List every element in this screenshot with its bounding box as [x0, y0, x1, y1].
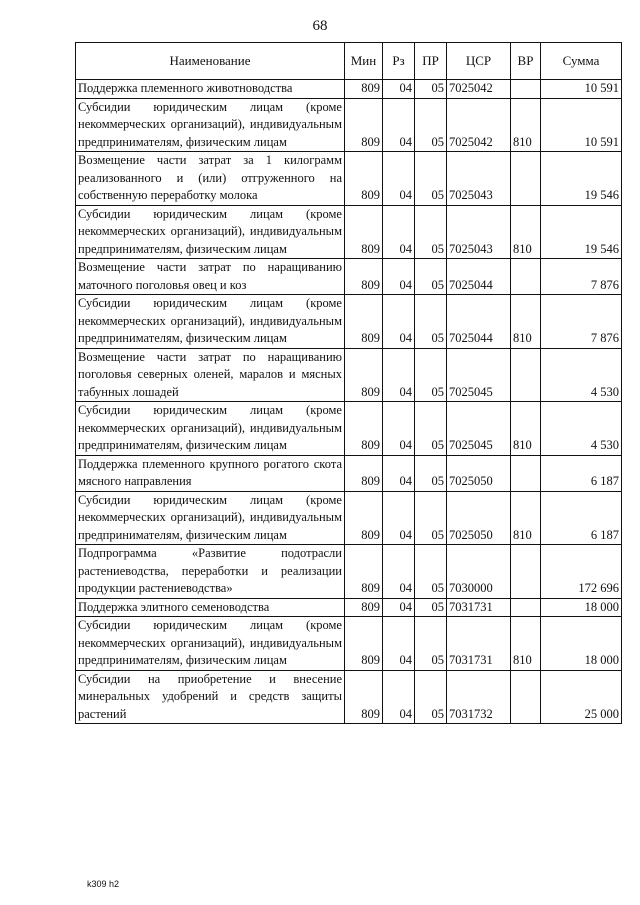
cell-pr: 05 [415, 455, 447, 491]
cell-vr [511, 545, 541, 599]
cell-name: Возмещение части затрат по наращиванию маточного поголовья овец и коз [76, 259, 345, 295]
cell-sum: 4 530 [541, 348, 622, 402]
cell-pr: 05 [415, 98, 447, 152]
cell-name: Субсидии юридическим лицам (кроме некоммерческих организаций), индивидуальным предпринимателям, физическим лицам [76, 491, 345, 545]
cell-csr: 7025042 [447, 80, 511, 99]
cell-min: 809 [345, 205, 383, 259]
cell-sum: 10 591 [541, 98, 622, 152]
header-csr: ЦСР [447, 43, 511, 80]
cell-sum: 19 546 [541, 205, 622, 259]
header-name: Наименование [76, 43, 345, 80]
table-body [76, 80, 622, 724]
cell-csr: 7031732 [447, 670, 511, 724]
cell-csr: 7025050 [447, 455, 511, 491]
table-row [76, 455, 622, 491]
cell-pr: 05 [415, 80, 447, 99]
cell-rz: 04 [383, 617, 415, 671]
cell-min: 809 [345, 295, 383, 349]
cell-name: Поддержка элитного семеноводства [76, 598, 345, 617]
cell-csr: 7030000 [447, 545, 511, 599]
cell-rz: 04 [383, 598, 415, 617]
cell-pr: 05 [415, 598, 447, 617]
cell-vr [511, 80, 541, 99]
cell-sum: 25 000 [541, 670, 622, 724]
cell-pr: 05 [415, 348, 447, 402]
cell-min: 809 [345, 80, 383, 99]
cell-pr: 05 [415, 295, 447, 349]
table-row [76, 402, 622, 456]
cell-min: 809 [345, 617, 383, 671]
cell-csr: 7025043 [447, 152, 511, 206]
table-row [76, 348, 622, 402]
cell-vr [511, 670, 541, 724]
cell-vr [511, 152, 541, 206]
cell-rz: 04 [383, 670, 415, 724]
cell-pr: 05 [415, 152, 447, 206]
cell-name: Подпрограмма «Развитие подотрасли растениеводства, переработки и реализации продукции растениеводства» [76, 545, 345, 599]
table-row [76, 617, 622, 671]
cell-sum: 6 187 [541, 491, 622, 545]
cell-pr: 05 [415, 545, 447, 599]
cell-csr: 7025045 [447, 348, 511, 402]
cell-pr: 05 [415, 259, 447, 295]
cell-pr: 05 [415, 402, 447, 456]
table-row [76, 491, 622, 545]
cell-rz: 04 [383, 455, 415, 491]
cell-rz: 04 [383, 348, 415, 402]
cell-sum: 6 187 [541, 455, 622, 491]
cell-name: Субсидии на приобретение и внесение минеральных удобрений и средств защиты растений [76, 670, 345, 724]
table-row [76, 152, 622, 206]
budget-table [75, 42, 622, 724]
cell-vr: 810 [511, 491, 541, 545]
cell-csr: 7025044 [447, 259, 511, 295]
cell-min: 809 [345, 152, 383, 206]
cell-sum: 172 696 [541, 545, 622, 599]
cell-min: 809 [345, 98, 383, 152]
cell-pr: 05 [415, 670, 447, 724]
cell-csr: 7031731 [447, 598, 511, 617]
cell-sum: 19 546 [541, 152, 622, 206]
cell-min: 809 [345, 348, 383, 402]
cell-name: Возмещение части затрат по наращиванию поголовья северных оленей, маралов и мясных табунных лошадей [76, 348, 345, 402]
cell-csr: 7025050 [447, 491, 511, 545]
cell-name: Поддержка племенного крупного рогатого скота мясного направления [76, 455, 345, 491]
page-number: 68 [312, 18, 328, 34]
table-row [76, 98, 622, 152]
cell-csr: 7025044 [447, 295, 511, 349]
table-row [76, 545, 622, 599]
table-row [76, 670, 622, 724]
cell-rz: 04 [383, 98, 415, 152]
cell-rz: 04 [383, 205, 415, 259]
cell-name: Субсидии юридическим лицам (кроме некоммерческих организаций), индивидуальным предпринимателям, физическим лицам [76, 295, 345, 349]
cell-min: 809 [345, 670, 383, 724]
cell-sum: 7 876 [541, 259, 622, 295]
cell-vr: 810 [511, 98, 541, 152]
cell-vr: 810 [511, 205, 541, 259]
cell-name: Возмещение части затрат за 1 килограмм реализованного и (или) отгруженного на собственную переработку молока [76, 152, 345, 206]
cell-rz: 04 [383, 80, 415, 99]
cell-rz: 04 [383, 545, 415, 599]
header-rz: Рз [383, 43, 415, 80]
cell-rz: 04 [383, 152, 415, 206]
cell-pr: 05 [415, 617, 447, 671]
header-sum: Сумма [541, 43, 622, 80]
cell-min: 809 [345, 259, 383, 295]
cell-sum: 18 000 [541, 598, 622, 617]
cell-min: 809 [345, 598, 383, 617]
cell-rz: 04 [383, 295, 415, 349]
cell-csr: 7025045 [447, 402, 511, 456]
table-header-row [76, 43, 622, 80]
cell-rz: 04 [383, 491, 415, 545]
table-row [76, 259, 622, 295]
cell-rz: 04 [383, 402, 415, 456]
cell-min: 809 [345, 545, 383, 599]
cell-name: Субсидии юридическим лицам (кроме некоммерческих организаций), индивидуальным предпринимателям, физическим лицам [76, 402, 345, 456]
cell-min: 809 [345, 455, 383, 491]
cell-vr: 810 [511, 617, 541, 671]
header-min: Мин [345, 43, 383, 80]
cell-name: Субсидии юридическим лицам (кроме некоммерческих организаций), индивидуальным предпринимателям, физическим лицам [76, 98, 345, 152]
table-row [76, 295, 622, 349]
cell-min: 809 [345, 402, 383, 456]
cell-csr: 7031731 [447, 617, 511, 671]
cell-vr [511, 455, 541, 491]
cell-pr: 05 [415, 491, 447, 545]
cell-vr: 810 [511, 402, 541, 456]
table-row [76, 80, 622, 99]
cell-min: 809 [345, 491, 383, 545]
table-row [76, 205, 622, 259]
cell-sum: 7 876 [541, 295, 622, 349]
cell-pr: 05 [415, 205, 447, 259]
cell-sum: 4 530 [541, 402, 622, 456]
cell-vr: 810 [511, 295, 541, 349]
cell-vr [511, 348, 541, 402]
cell-csr: 7025042 [447, 98, 511, 152]
cell-name: Поддержка племенного животноводства [76, 80, 345, 99]
cell-csr: 7025043 [447, 205, 511, 259]
footer-code: k309 h2 [87, 879, 120, 889]
header-pr: ПР [415, 43, 447, 80]
cell-sum: 18 000 [541, 617, 622, 671]
cell-sum: 10 591 [541, 80, 622, 99]
cell-name: Субсидии юридическим лицам (кроме некоммерческих организаций), индивидуальным предпринимателям, физическим лицам [76, 205, 345, 259]
cell-vr [511, 598, 541, 617]
cell-vr [511, 259, 541, 295]
cell-rz: 04 [383, 259, 415, 295]
table-row [76, 598, 622, 617]
header-vr: ВР [511, 43, 541, 80]
cell-name: Субсидии юридическим лицам (кроме некоммерческих организаций), индивидуальным предпринимателям, физическим лицам [76, 617, 345, 671]
